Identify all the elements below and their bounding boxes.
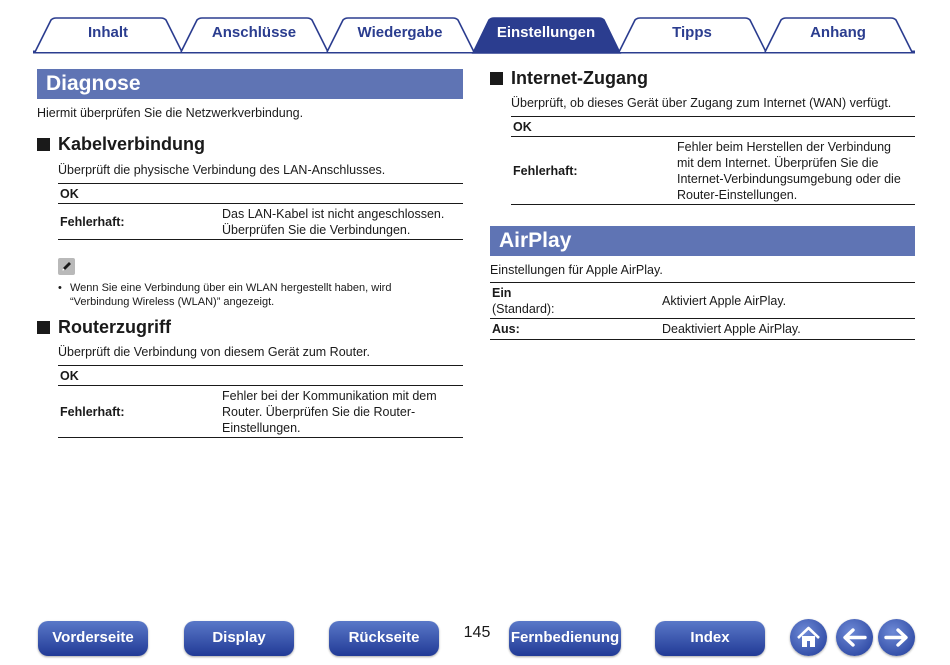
- internet-fail-line: Router-Einstellungen.: [677, 187, 798, 202]
- note-block: [58, 258, 463, 309]
- router-fail-line: Fehler bei der Kommunikation mit dem: [222, 388, 437, 403]
- tab-inhalt[interactable]: Inhalt: [88, 24, 128, 41]
- kabel-fail-line: Das LAN-Kabel ist nicht angeschlossen.: [222, 206, 445, 221]
- airplay-off-label: Aus:: [492, 322, 520, 336]
- router-heading-text: Routerzugriff: [58, 317, 171, 337]
- back-button[interactable]: [836, 619, 873, 656]
- table-row: [58, 184, 463, 204]
- airplay-on-text: Ein: [492, 285, 512, 300]
- tab-anhang[interactable]: Anhang: [810, 24, 866, 41]
- arrow-right-icon: [878, 619, 915, 656]
- bullet: •: [58, 282, 62, 294]
- kabel-ok: OK: [60, 186, 79, 201]
- router-fail-label: Fehlerhaft:: [60, 404, 125, 419]
- tab-tipps[interactable]: Tipps: [672, 24, 712, 41]
- internet-ok: OK: [513, 119, 532, 134]
- internet-body: [511, 96, 915, 205]
- kabel-heading: [37, 134, 463, 155]
- section-airplay: [490, 226, 915, 340]
- kabel-fail-text: [220, 204, 463, 240]
- pencil-icon: [58, 258, 75, 275]
- heading-square-icon: [37, 138, 50, 151]
- heading-square-icon: [37, 321, 50, 334]
- home-button[interactable]: [790, 619, 827, 656]
- airplay-table: [490, 282, 915, 340]
- kabel-fail-line: Überprüfen Sie die Verbindungen.: [222, 222, 411, 237]
- router-body: [58, 345, 463, 438]
- airplay-on-label: [490, 283, 660, 319]
- airplay-on-sub: (Standard):: [492, 301, 555, 316]
- tab-anschluesse[interactable]: Anschlüsse: [211, 24, 297, 41]
- kabel-fail-label: Fehlerhaft:: [60, 214, 125, 229]
- internet-fail-line: Fehler beim Herstellen der Verbindung: [677, 139, 892, 154]
- internet-fail-line: mit dem Internet. Überprüfen Sie die: [677, 155, 879, 170]
- heading-square-icon: [490, 72, 503, 85]
- section-kabelverbindung: [37, 134, 463, 155]
- page-number: 145: [463, 624, 491, 641]
- table-row: [511, 117, 915, 137]
- remote-button[interactable]: Fernbedienung: [509, 621, 621, 656]
- rear-panel-button[interactable]: Rückseite: [329, 621, 439, 656]
- note-item: [58, 281, 463, 309]
- note-line: “Verbindung Wireless (WLAN)” angezeigt.: [70, 296, 275, 308]
- front-panel-button[interactable]: Vorderseite: [38, 621, 148, 656]
- router-fail-text: [220, 386, 463, 438]
- diagnose-banner: Diagnose: [37, 69, 463, 99]
- table-row: [490, 283, 915, 319]
- internet-heading-text: Internet-Zugang: [511, 68, 648, 88]
- table-row: [511, 137, 915, 205]
- table-row: [58, 386, 463, 438]
- index-button[interactable]: Index: [655, 621, 765, 656]
- airplay-off-desc: Deaktiviert Apple AirPlay.: [662, 322, 801, 336]
- router-fail-line: Router. Überprüfen Sie die Router-: [222, 404, 416, 419]
- kabel-table: [58, 183, 463, 240]
- internet-desc: Überprüft, ob dieses Gerät über Zugang zum Internet (WAN) verfügt.: [511, 96, 892, 110]
- internet-fail-label: Fehlerhaft:: [513, 163, 578, 178]
- router-table: [58, 365, 463, 438]
- internet-fail-text: [675, 137, 915, 205]
- router-desc: Überprüft die Verbindung von diesem Gerät zum Router.: [58, 345, 370, 359]
- airplay-banner: AirPlay: [490, 226, 915, 256]
- table-row: [58, 366, 463, 386]
- kabel-body: [58, 163, 463, 240]
- left-column: [37, 69, 463, 120]
- note-line: Wenn Sie eine Verbindung über ein WLAN hergestellt haben, wird: [70, 282, 392, 294]
- airplay-on-desc: Aktiviert Apple AirPlay.: [662, 293, 787, 308]
- tab-bar: [33, 16, 915, 54]
- forward-button[interactable]: [878, 619, 915, 656]
- section-routerzugriff: [37, 317, 463, 338]
- internet-table: [511, 116, 915, 205]
- table-row: [490, 319, 915, 340]
- kabel-desc: Überprüft die physische Verbindung des LAN-Anschlusses.: [58, 163, 386, 177]
- tab-einstellungen[interactable]: Einstellungen: [496, 24, 596, 41]
- internet-heading: [490, 68, 915, 89]
- airplay-intro: Einstellungen für Apple AirPlay.: [490, 263, 663, 277]
- tab-wiedergabe[interactable]: Wiedergabe: [357, 24, 443, 41]
- diagnose-intro: Hiermit überprüfen Sie die Netzwerkverbindung.: [37, 106, 304, 120]
- internet-fail-line: Internet-Verbindungsumgebung oder die: [677, 171, 901, 186]
- table-row: [58, 204, 463, 240]
- section-internet-zugang: [490, 68, 915, 89]
- router-fail-line: Einstellungen.: [222, 420, 301, 435]
- kabel-heading-text: Kabelverbindung: [58, 134, 206, 154]
- router-ok: OK: [60, 368, 79, 383]
- display-button[interactable]: Display: [184, 621, 294, 656]
- home-icon: [790, 619, 827, 656]
- router-heading: [37, 317, 463, 338]
- arrow-left-icon: [836, 619, 873, 656]
